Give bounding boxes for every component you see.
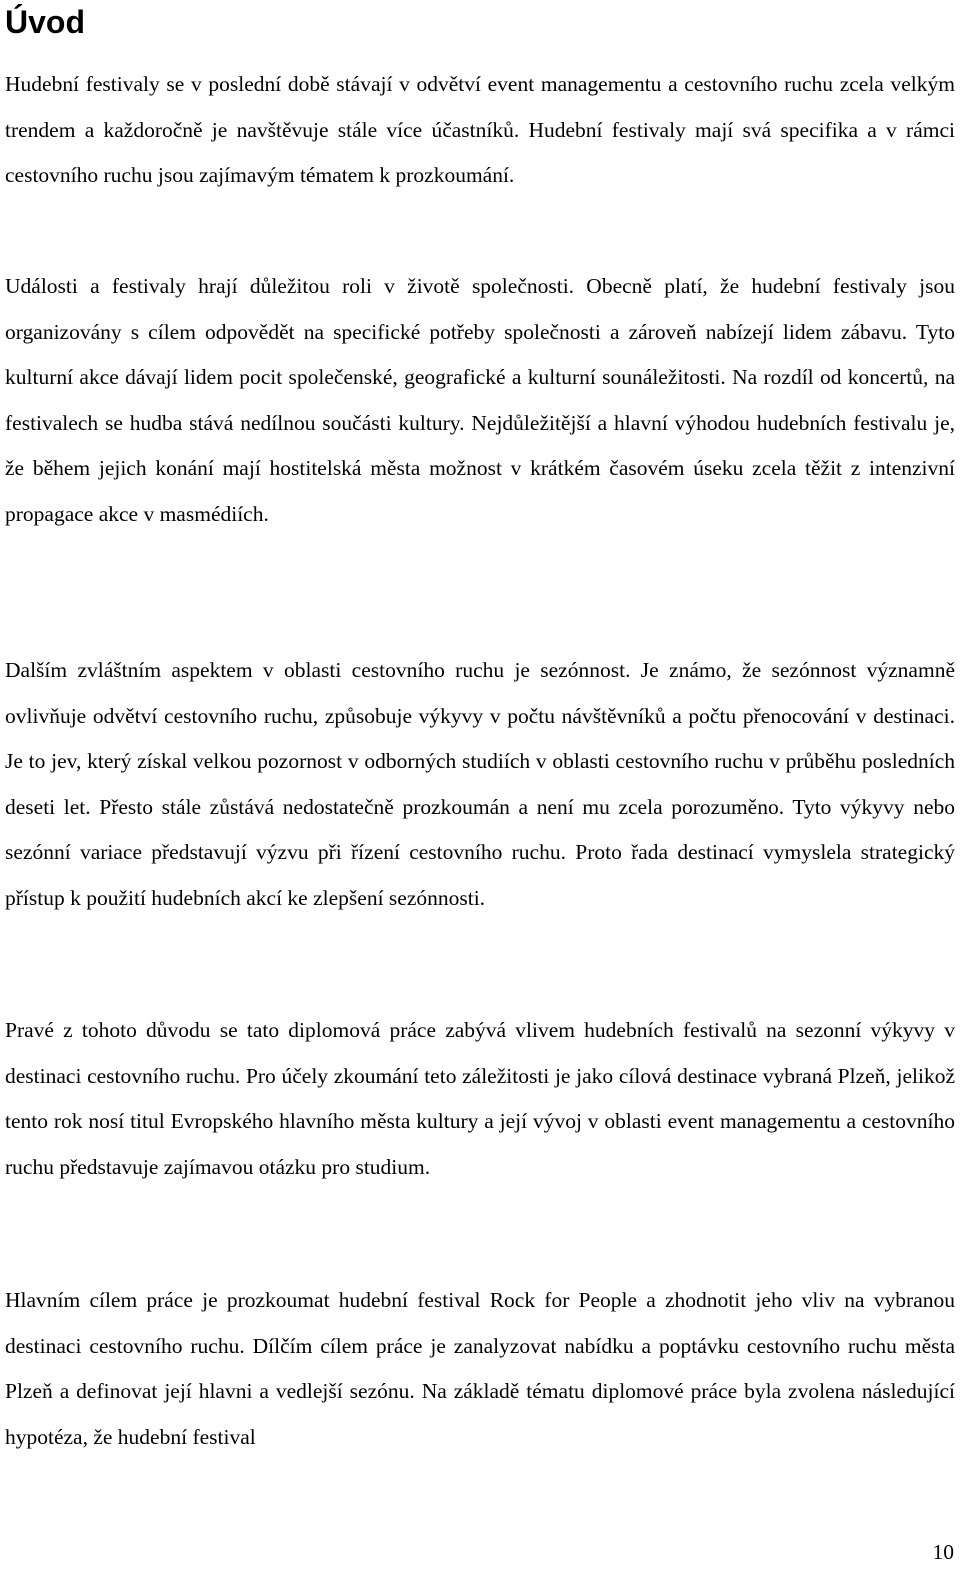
- paragraph-intro: Hudební festivaly se v poslední době stávají v odvětví event managementu a cestovního ruchu zcela velkým trendem a každoročně je navštěvuje stále více účastníků. Hudební festivaly mají svá specifika a v rámci cestovního ruchu jsou zajímavým tématem k prozkoumání.: [5, 72, 955, 187]
- section-heading: Úvod: [5, 4, 85, 40]
- paragraph-seasonality: Dalším zvláštním aspektem v oblasti cestovního ruchu je sezónnost. Je známo, že sezónnost významně ovlivňuje odvětví cestovního ruchu, způsobuje výkyvy v počtu návštěvníků a počtu přenocování v destinaci. Je to jev, který získal velkou pozornost v odborných studiích v oblasti cestovního ruchu v průběhu posledních deseti let. Přesto stále zůstává nedostatečně prozkoumán a není mu zcela porozuměno. Tyto výkyvy nebo sezónní variace představují výzvu při řízení cestovního ruchu. Proto řada destinací vymyslela strategický přístup k použití hudebních akcí ke zlepšení sezónnosti.: [5, 658, 955, 910]
- paragraph-goals: Hlavním cílem práce je prozkoumat hudební festival Rock for People a zhodnotit jeho vliv na vybranou destinaci cestovního ruchu. Dílčím cílem práce je zanalyzovat nabídku a poptávku cestovního ruchu města Plzeň a definovat její hlavni a vedlejší sezónu. Na základě tématu diplomové práce byla zvolena následující hypotéza, že hudební festival: [5, 1288, 955, 1449]
- paragraph-thesis-focus: Pravé z tohoto důvodu se tato diplomová práce zabývá vlivem hudebních festivalů na sezonní výkyvy v destinaci cestovního ruchu. Pro účely zkoumání teto záležitosti je jako cílová destinace vybraná Plzeň, jelikož tento rok nosí titul Evropského hlavního města kultury a její vývoj v oblasti event managementu a cestovního ruchu představuje zajímavou otázku pro studium.: [5, 1018, 955, 1179]
- paragraph-events: Události a festivaly hrají důležitou roli v životě společnosti. Obecně platí, že hudební festivaly jsou organizovány s cílem odpovědět na specifické potřeby společnosti a zároveň nabízejí lidem zábavu. Tyto kulturní akce dávají lidem pocit společenské, geografické a kulturní sounáležitosti. Na rozdíl od koncertů, na festivalech se hudba stává nedílnou součásti kultury. Nejdůležitější a hlavní výhodou hudebních festivalu je, že během jejich konání mají hostitelská města možnost v krátkém časovém úseku zcela těžit z intenzivní propagace akce v masmédiích.: [5, 274, 955, 526]
- page-number: 10: [932, 1540, 954, 1564]
